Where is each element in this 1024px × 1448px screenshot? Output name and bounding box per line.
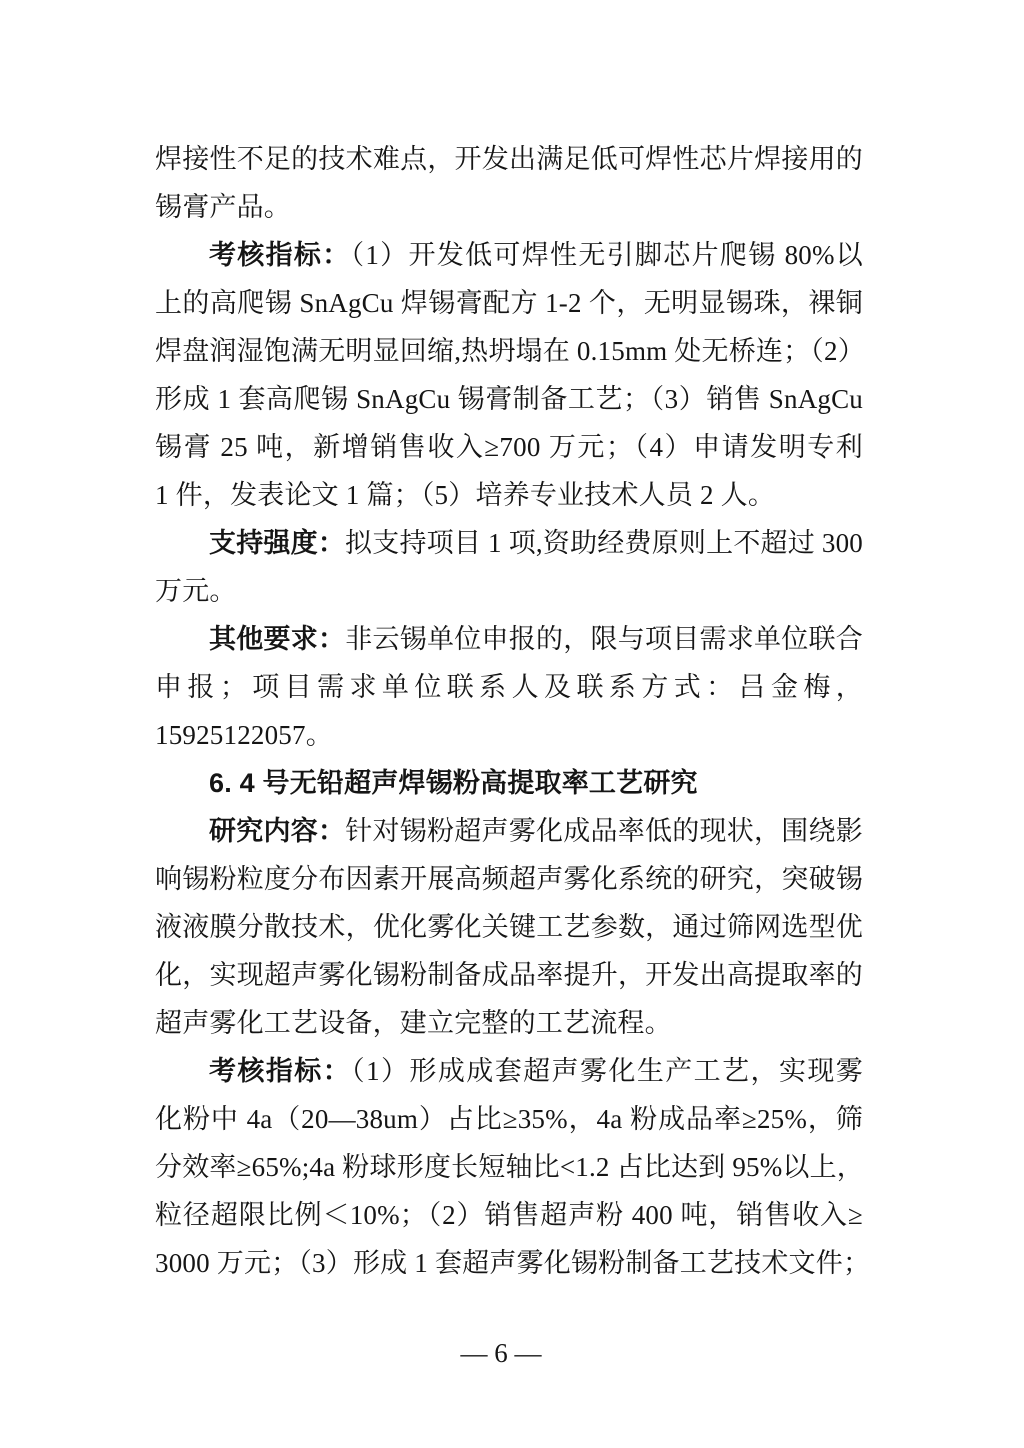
text-line: [155, 1239, 871, 1287]
text-block: [155, 135, 871, 1287]
line-text: 拟支持项目 1 项,资助经费原则上不超过 300: [345, 528, 863, 558]
line-text: 粒径超限比例＜10%；（2）销售超声粉 400 吨，销售收入≥: [155, 1200, 863, 1230]
page-footer: [0, 1338, 1002, 1368]
text-line: [155, 807, 863, 855]
section-title-text: 6. 4 号无铅超声焊锡粉高提取率工艺研究: [209, 768, 698, 798]
line-text: （1）开发低可焊性无引脚芯片爬锡 80%以: [350, 240, 863, 270]
line-text: 锡膏产品。: [155, 192, 291, 222]
line-text: 形成 1 套高爬锡 SnAgCu 锡膏制备工艺；（3）销售 SnAgCu: [155, 384, 863, 414]
line-text: 焊盘润湿饱满无明显回缩,热坍塌在 0.15mm 处无桥连；（2）: [155, 336, 865, 366]
line-text: 上的高爬锡 SnAgCu 焊锡膏配方 1-2 个，无明显锡珠，裸铜: [155, 288, 863, 318]
line-text: 液液膜分散技术，优化雾化关键工艺参数，通过筛网选型优: [155, 912, 863, 942]
line-text: 万元。: [155, 576, 237, 606]
text-line: [155, 471, 863, 519]
page-number: — 6 —: [460, 1338, 542, 1368]
text-line: [155, 1143, 863, 1191]
line-text: 超声雾化工艺设备，建立完整的工艺流程。: [155, 1008, 672, 1038]
text-line: [155, 327, 863, 375]
line-text: 3000 万元；（3）形成 1 套超声雾化锡粉制备工艺技术文件；: [155, 1248, 871, 1278]
text-line: [155, 1047, 863, 1095]
bold-label: 考核指标：: [209, 1056, 352, 1086]
text-line: [155, 711, 863, 759]
line-text: 化粉中 4a（20—38um）占比≥35%，4a 粉成品率≥25%，筛: [155, 1104, 863, 1134]
bold-label: 考核指标：: [209, 240, 351, 270]
line-text: 针对锡粉超声雾化成品率低的现状，围绕影: [345, 816, 863, 846]
text-line: [155, 183, 863, 231]
line-text: 1 件，发表论文 1 篇；（5）培养专业技术人员 2 人。: [155, 480, 776, 510]
text-line: [155, 519, 863, 567]
text-line: [155, 375, 863, 423]
text-line: [155, 663, 863, 711]
bold-label: 其他要求：: [209, 624, 346, 654]
line-text: 非云锡单位申报的，限与项目需求单位联合: [345, 624, 863, 654]
text-line: [155, 135, 863, 183]
bold-label: 研究内容：: [209, 816, 346, 846]
text-line: [155, 423, 863, 471]
line-text: 分效率≥65%;4a 粉球形度长短轴比<1.2 占比达到 95%以上，: [155, 1152, 865, 1182]
text-line: [155, 903, 863, 951]
line-text: 化，实现超声雾化锡粉制备成品率提升，开发出高提取率的: [155, 960, 863, 990]
section-title-line: [155, 759, 863, 807]
bold-label: 支持强度：: [209, 528, 346, 558]
text-line: [155, 567, 863, 615]
line-text: （1）形成成套超声雾化生产工艺，实现雾: [351, 1056, 863, 1086]
text-line: [155, 951, 863, 999]
text-line: [155, 615, 863, 663]
text-line: [155, 279, 863, 327]
line-text: 15925122057。: [155, 720, 333, 750]
text-line: [155, 1191, 863, 1239]
text-line: [155, 1095, 863, 1143]
line-text: 焊接性不足的技术难点，开发出满足低可焊性芯片焊接用的: [155, 144, 863, 174]
text-line: [155, 231, 863, 279]
line-text: 锡膏 25 吨，新增销售收入≥700 万元；（4）申请发明专利: [155, 432, 863, 462]
text-line: [155, 855, 863, 903]
text-line: [155, 999, 863, 1047]
line-text: 申报；项目需求单位联系人及联系方式：吕金梅，: [155, 672, 863, 702]
line-text: 响锡粉粒度分布因素开展高频超声雾化系统的研究，突破锡: [155, 864, 863, 894]
